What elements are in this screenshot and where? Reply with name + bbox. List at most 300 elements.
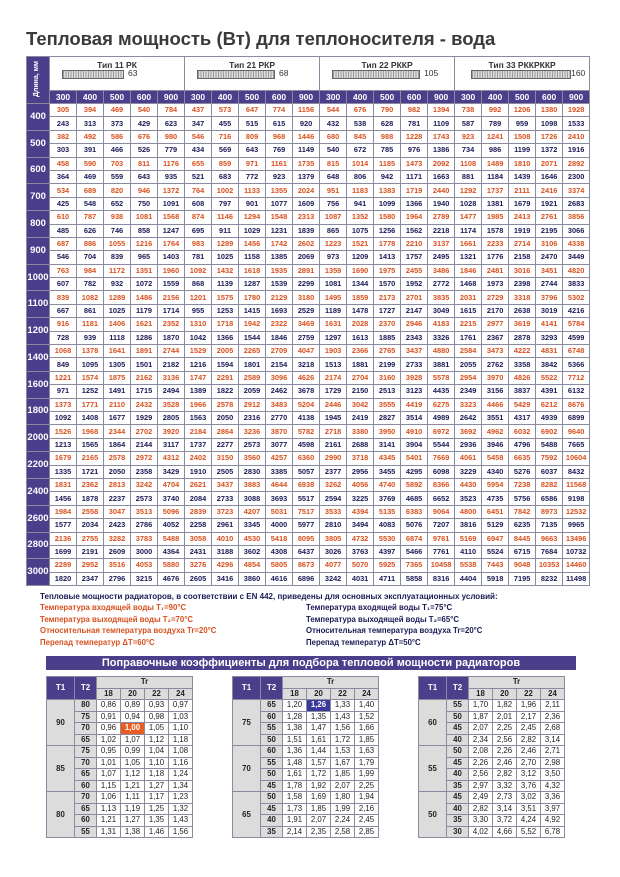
power-cell: 3692 — [455, 425, 482, 438]
power-cell: 1252 — [77, 385, 104, 398]
coef-cell: 0,98 — [145, 711, 169, 723]
power-cell: 3835 — [428, 291, 455, 304]
power-cell: 2796 — [104, 572, 131, 585]
coef-cell: 1,94 — [355, 792, 379, 804]
power-cell: 6938 — [293, 478, 320, 491]
power-cell: 5169 — [455, 532, 482, 545]
power-cell: 1183 — [347, 184, 374, 197]
tr-value: 24 — [169, 688, 193, 700]
coef-cell: 1,43 — [331, 711, 355, 723]
power-cell: 4735 — [482, 492, 509, 505]
power-cell: 2704 — [347, 371, 374, 384]
power-cell: 2402 — [185, 452, 212, 465]
power-cell: 1881 — [347, 358, 374, 371]
power-cell: 6748 — [563, 345, 590, 358]
length-label: 2600 — [27, 505, 50, 532]
coef-cell: 1,47 — [307, 723, 331, 735]
power-cell: 1092 — [50, 411, 77, 424]
coef-cell: 2,08 — [469, 746, 493, 758]
t2-header: T2 — [75, 677, 97, 700]
power-cell: 1174 — [455, 224, 482, 237]
power-cell: 1677 — [104, 411, 131, 424]
power-cell: 992 — [482, 104, 509, 117]
power-cell: 3920 — [158, 425, 185, 438]
power-cell: 1201 — [185, 291, 212, 304]
power-cell: 1289 — [212, 237, 239, 250]
power-cell: 2349 — [455, 385, 482, 398]
power-cell: 1025 — [212, 251, 239, 264]
coef-cell: 2,56 — [469, 769, 493, 781]
power-cell: 2358 — [131, 465, 158, 478]
power-cell: 4222 — [509, 345, 536, 358]
power-cell: 984 — [77, 264, 104, 277]
power-cell: 3262 — [320, 478, 347, 491]
power-cell: 4083 — [374, 519, 401, 532]
power-cell: 2688 — [347, 438, 374, 451]
power-cell: 3326 — [428, 331, 455, 344]
power-cell: 9663 — [536, 532, 563, 545]
coef-cell: 1,61 — [283, 769, 307, 781]
power-cell: 2972 — [131, 452, 158, 465]
power-cell: 373 — [104, 117, 131, 130]
power-cell: 4732 — [347, 532, 374, 545]
tr-value: 20 — [121, 688, 145, 700]
power-cell: 809 — [239, 130, 266, 143]
power-cell: 2092 — [428, 157, 455, 170]
power-cell: 8973 — [536, 505, 563, 518]
power-cell: 965 — [131, 251, 158, 264]
power-cell: 772 — [239, 170, 266, 183]
coef-cell: 2,82 — [469, 803, 493, 815]
power-cell: 6902 — [536, 425, 563, 438]
power-cell: 2744 — [536, 278, 563, 291]
coef-cell: 2,71 — [541, 746, 565, 758]
power-cell: 1241 — [482, 130, 509, 143]
power-cell: 615 — [266, 117, 293, 130]
power-cell: 3000 — [131, 545, 158, 558]
coef-cell: 1,72 — [307, 769, 331, 781]
power-cell: 1389 — [185, 385, 212, 398]
power-cell: 5538 — [455, 559, 482, 572]
power-cell: 1742 — [266, 237, 293, 250]
type-header-3 — [320, 57, 455, 91]
power-cell: 1156 — [293, 104, 320, 117]
power-cell: 1092 — [185, 264, 212, 277]
power-cell: 5517 — [293, 492, 320, 505]
power-cell: 1822 — [212, 385, 239, 398]
coef-cell: 2,46 — [517, 746, 541, 758]
power-cell: 1213 — [50, 438, 77, 451]
power-cell: 3560 — [239, 452, 266, 465]
coef-cell: 0,91 — [97, 711, 121, 723]
power-cell: 2289 — [50, 559, 77, 572]
power-cell: 6235 — [509, 519, 536, 532]
power-cell: 3137 — [428, 237, 455, 250]
power-cell: 8232 — [536, 572, 563, 585]
power-cell: 1473 — [401, 157, 428, 170]
power-cell: 1521 — [347, 237, 374, 250]
power-cell: 5429 — [509, 398, 536, 411]
power-cell: 2150 — [347, 385, 374, 398]
tr-value: 18 — [469, 688, 493, 700]
length-label: 2200 — [27, 452, 50, 479]
t1-value: 50 — [419, 792, 447, 838]
power-cell: 1952 — [401, 278, 428, 291]
power-cell: 4854 — [239, 559, 266, 572]
power-cell: 3345 — [239, 519, 266, 532]
coef-cell: 2,97 — [469, 780, 493, 792]
power-cell: 2055 — [455, 358, 482, 371]
heat-output-table — [26, 56, 590, 586]
power-cell: 2594 — [320, 492, 347, 505]
length-label: 400 — [27, 104, 50, 131]
coef-cell: 3,32 — [493, 780, 517, 792]
power-cell: 2300 — [563, 170, 590, 183]
power-cell: 1726 — [536, 130, 563, 143]
power-cell: 559 — [104, 170, 131, 183]
type-header-1 — [50, 57, 185, 91]
power-cell: 1185 — [374, 157, 401, 170]
power-cell: 2419 — [347, 411, 374, 424]
length-axis-text: Длина, мм — [33, 60, 41, 98]
power-cell: 643 — [131, 170, 158, 183]
power-cell: 7517 — [293, 505, 320, 518]
tr-value: 24 — [541, 688, 565, 700]
power-cell: 7684 — [536, 545, 563, 558]
power-cell: 1091 — [158, 197, 185, 210]
power-cell: 492 — [77, 130, 104, 143]
coef-cell: 1,28 — [283, 711, 307, 723]
power-cell: 2277 — [212, 438, 239, 451]
power-cell: 3904 — [401, 438, 428, 451]
power-cell: 382 — [50, 130, 77, 143]
t1-value: 65 — [233, 792, 261, 838]
t1-value: 75 — [233, 700, 261, 746]
power-cell: 573 — [212, 104, 239, 117]
coef-cell: 0,93 — [145, 700, 169, 712]
power-cell: 5466 — [401, 545, 428, 558]
power-cell: 5522 — [536, 371, 563, 384]
radiator-icon — [62, 70, 124, 79]
power-cell: 4435 — [428, 385, 455, 398]
coef-cell: 1,66 — [355, 723, 379, 735]
power-cell: 1820 — [50, 572, 77, 585]
t2-value: 45 — [447, 723, 469, 735]
tr-value: 20 — [307, 688, 331, 700]
power-cell: 1646 — [536, 170, 563, 183]
note-right: Относительная температура воздуха Tr=20°C — [306, 626, 483, 635]
power-cell: 2084 — [185, 492, 212, 505]
power-cell: 1366 — [212, 331, 239, 344]
type-depth: 160 — [571, 68, 586, 78]
coef-cell: 3,14 — [493, 803, 517, 815]
power-cell: 3970 — [482, 371, 509, 384]
t2-value: 70 — [75, 792, 97, 804]
power-cell: 2446 — [320, 398, 347, 411]
t2-value: 40 — [447, 803, 469, 815]
power-cell: 2621 — [185, 478, 212, 491]
power-cell: 10353 — [536, 559, 563, 572]
power-cell: 7669 — [428, 452, 455, 465]
power-cell: 2129 — [266, 291, 293, 304]
power-cell: 5530 — [374, 532, 401, 545]
power-cell: 6635 — [509, 452, 536, 465]
power-cell: 3805 — [320, 532, 347, 545]
length-label: 1200 — [27, 318, 50, 345]
t2-value: 65 — [261, 700, 283, 712]
power-cell: 4676 — [158, 572, 185, 585]
power-cell: 1743 — [428, 130, 455, 143]
power-cell: 3042 — [347, 398, 374, 411]
power-cell: 861 — [77, 304, 104, 317]
power-cell: 951 — [320, 184, 347, 197]
power-cell: 3225 — [347, 492, 374, 505]
type-name: Тип 22 РККР — [361, 60, 413, 70]
power-cell: 4800 — [455, 505, 482, 518]
power-cell: 2714 — [509, 237, 536, 250]
coef-cell: 2,07 — [307, 815, 331, 827]
coef-cell: 2,82 — [517, 734, 541, 746]
power-cell: 1158 — [239, 251, 266, 264]
type-name: Тип 33 РККРККР — [488, 60, 556, 70]
power-cell: 3242 — [320, 572, 347, 585]
height-header: 400 — [482, 91, 509, 104]
t2-value: 75 — [75, 746, 97, 758]
power-cell: 2258 — [185, 519, 212, 532]
power-cell: 781 — [185, 251, 212, 264]
power-cell: 3416 — [212, 572, 239, 585]
power-cell: 2709 — [266, 345, 293, 358]
height-header: 300 — [185, 91, 212, 104]
t2-value: 35 — [447, 815, 469, 827]
coef-cell: 2,73 — [493, 792, 517, 804]
t2-value: 60 — [261, 711, 283, 723]
power-cell: 2161 — [320, 438, 347, 451]
power-cell: 2347 — [77, 572, 104, 585]
power-cell: 2786 — [131, 519, 158, 532]
coef-cell: 1,99 — [331, 803, 355, 815]
power-cell: 3533 — [320, 505, 347, 518]
power-cell: 6947 — [482, 532, 509, 545]
power-cell: 9640 — [563, 425, 590, 438]
power-cell: 1286 — [131, 331, 158, 344]
power-cell: 1355 — [266, 184, 293, 197]
power-cell: 10604 — [563, 452, 590, 465]
power-cell: 2110 — [104, 398, 131, 411]
power-cell: 1615 — [455, 304, 482, 317]
power-cell: 1118 — [104, 331, 131, 344]
power-cell: 4626 — [293, 371, 320, 384]
length-label: 500 — [27, 130, 50, 157]
power-cell: 2602 — [293, 237, 320, 250]
power-cell: 5782 — [293, 425, 320, 438]
power-cell: 3026 — [320, 545, 347, 558]
power-cell: 946 — [131, 184, 158, 197]
power-cell: 9048 — [509, 559, 536, 572]
power-cell: 3276 — [185, 559, 212, 572]
coef-cell: 0,89 — [121, 700, 145, 712]
power-cell: 2069 — [293, 251, 320, 264]
power-cell: 469 — [77, 170, 104, 183]
power-cell: 2136 — [50, 532, 77, 545]
power-cell: 243 — [50, 117, 77, 130]
power-cell: 4740 — [374, 478, 401, 491]
coef-cell: 2,35 — [307, 826, 331, 838]
power-cell: 7761 — [428, 545, 455, 558]
power-cell: 6098 — [428, 465, 455, 478]
coef-cell: 3,02 — [517, 792, 541, 804]
power-cell: 1903 — [320, 345, 347, 358]
power-cell: 1478 — [347, 304, 374, 317]
t1-value: 90 — [47, 700, 75, 746]
power-cell: 1609 — [293, 197, 320, 210]
power-cell: 485 — [50, 224, 77, 237]
power-cell: 3449 — [563, 251, 590, 264]
power-cell: 886 — [77, 237, 104, 250]
power-cell: 1206 — [509, 104, 536, 117]
power-cell: 1878 — [77, 492, 104, 505]
power-cell: 3437 — [401, 345, 428, 358]
power-cell: 865 — [320, 224, 347, 237]
type-depth: 68 — [279, 68, 289, 78]
power-cell: 607 — [50, 278, 77, 291]
coef-cell: 1,21 — [121, 780, 145, 792]
power-cell: 2432 — [131, 398, 158, 411]
power-cell: 4345 — [374, 452, 401, 465]
coef-cell: 1,40 — [355, 700, 379, 712]
coef-cell: 1,15 — [97, 780, 121, 792]
power-cell: 2470 — [536, 251, 563, 264]
power-cell: 683 — [212, 170, 239, 183]
power-cell: 3437 — [212, 478, 239, 491]
power-cell: 2398 — [509, 278, 536, 291]
power-cell: 2891 — [293, 264, 320, 277]
power-cell: 2729 — [482, 291, 509, 304]
power-cell: 2031 — [455, 291, 482, 304]
power-cell: 941 — [347, 197, 374, 210]
power-cell: 2191 — [77, 545, 104, 558]
t2-value: 80 — [75, 700, 97, 712]
power-cell: 1945 — [320, 411, 347, 424]
power-cell: 3486 — [428, 264, 455, 277]
power-cell: 845 — [347, 130, 374, 143]
coef-cell: 1,92 — [307, 780, 331, 792]
power-cell: 4077 — [320, 559, 347, 572]
coef-cell: 1,61 — [307, 734, 331, 746]
power-cell: 779 — [158, 144, 185, 157]
power-cell: 2892 — [563, 157, 590, 170]
power-cell: 971 — [50, 385, 77, 398]
power-cell: 1289 — [104, 291, 131, 304]
coef-cell: 0,94 — [121, 711, 145, 723]
power-cell: 521 — [185, 170, 212, 183]
power-cell: 3358 — [509, 358, 536, 371]
power-cell: 5458 — [482, 452, 509, 465]
power-cell: 5135 — [374, 505, 401, 518]
coef-cell: 2,45 — [355, 815, 379, 827]
t1-value: 85 — [47, 746, 75, 792]
coef-cell: 2,16 — [355, 803, 379, 815]
power-cell: 4257 — [266, 452, 293, 465]
height-header: 600 — [536, 91, 563, 104]
power-cell: 655 — [185, 157, 212, 170]
power-cell: 9761 — [428, 532, 455, 545]
power-cell: 738 — [455, 104, 482, 117]
t2-value: 35 — [261, 826, 283, 838]
power-cell: 3385 — [266, 465, 293, 478]
power-cell: 608 — [185, 197, 212, 210]
power-cell: 305 — [50, 104, 77, 117]
power-cell: 5076 — [401, 519, 428, 532]
power-cell: 1580 — [374, 211, 401, 224]
power-cell: 1919 — [509, 224, 536, 237]
coef-cell: 1,53 — [331, 746, 355, 758]
power-cell: 2573 — [239, 438, 266, 451]
coef-cell: 1,56 — [169, 826, 193, 838]
power-cell: 1351 — [131, 264, 158, 277]
power-cell: 1378 — [77, 345, 104, 358]
power-cell: 2733 — [401, 358, 428, 371]
power-cell: 7238 — [509, 478, 536, 491]
power-cell: 2218 — [428, 224, 455, 237]
power-cell: 1737 — [482, 184, 509, 197]
coef-cell: 0,86 — [97, 700, 121, 712]
power-cell: 3469 — [293, 318, 320, 331]
power-cell: 432 — [320, 117, 347, 130]
power-cell: 2162 — [131, 371, 158, 384]
height-header: 400 — [77, 91, 104, 104]
coef-cell: 3,97 — [541, 803, 565, 815]
t2-value: 45 — [447, 792, 469, 804]
power-cell: 1718 — [212, 318, 239, 331]
power-cell: 1406 — [104, 318, 131, 331]
coef-cell: 1,21 — [97, 815, 121, 827]
power-cell: 2529 — [293, 304, 320, 317]
power-cell: 1228 — [401, 130, 428, 143]
power-cell: 2182 — [158, 358, 185, 371]
power-cell: 3117 — [158, 438, 185, 451]
power-cell: 3881 — [428, 358, 455, 371]
power-cell: 3141 — [374, 438, 401, 451]
power-cell: 3236 — [239, 425, 266, 438]
power-cell: 5858 — [401, 572, 428, 585]
power-cell: 781 — [401, 117, 428, 130]
power-cell: 2156 — [158, 291, 185, 304]
coef-cell: 1,11 — [121, 792, 145, 804]
length-label: 3000 — [27, 559, 50, 586]
coef-cell: 2,46 — [493, 757, 517, 769]
power-cell: 676 — [131, 130, 158, 143]
power-cell: 5418 — [266, 532, 293, 545]
coef-cell: 1,27 — [121, 815, 145, 827]
coef-cell: 1,32 — [169, 803, 193, 815]
power-cell: 5096 — [158, 505, 185, 518]
power-cell: 1359 — [320, 264, 347, 277]
power-cell: 1366 — [401, 197, 428, 210]
tr-value: 18 — [283, 688, 307, 700]
power-cell: 8445 — [509, 532, 536, 545]
power-cell: 874 — [185, 211, 212, 224]
power-cell: 466 — [104, 144, 131, 157]
power-cell: 610 — [50, 211, 77, 224]
power-cell: 2370 — [374, 318, 401, 331]
power-cell: 935 — [158, 170, 185, 183]
power-cell: 881 — [455, 170, 482, 183]
power-cell: 3678 — [293, 385, 320, 398]
power-cell: 811 — [131, 157, 158, 170]
power-cell: 4047 — [293, 345, 320, 358]
power-cell: 1161 — [266, 157, 293, 170]
